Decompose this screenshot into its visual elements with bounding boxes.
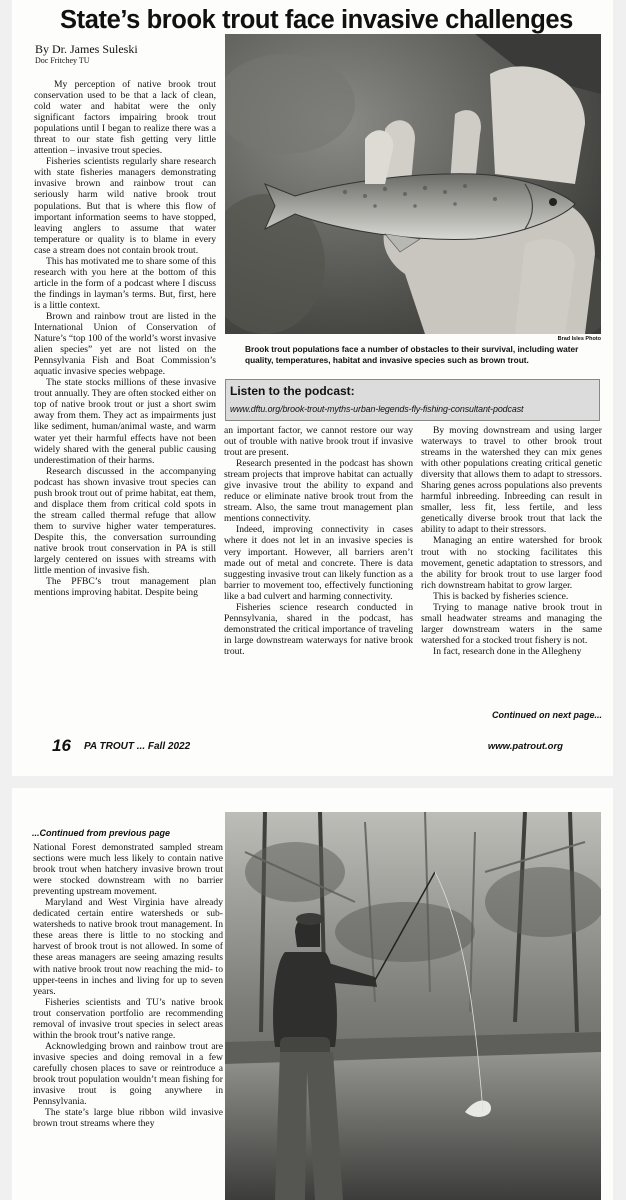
author-chapter: Doc Fritchey TU: [35, 56, 90, 65]
paragraph: Indeed, improving connectivity in cases where it does not let in an invasive species is very important. However, all barriers aren’t made out of metal and concrete. There is data suggesting invasive trout can likely function as a barrier to movement too, effectively functioning like a bad culvert and harming connectivity.: [224, 524, 413, 602]
paragraph: Research presented in the podcast has shown stream projects that improve habitat can actually give invasive trout the ability to expand and reduce or eliminate native brook trout from the stream. Also, the same trout management plan mentions connectivity.: [224, 458, 413, 525]
paragraph: an important factor, we cannot restore our way out of trouble with native brook trout if invasive trout are present.: [224, 425, 413, 459]
article-headline: State’s brook trout face invasive challenges: [60, 6, 573, 34]
angler-fishing-photo: [225, 812, 601, 1200]
paragraph: This has motivated me to share some of this research with you here at the bottom of this article in the form of a podcast where I discuss the findings in layman’s terms. But, first, here is a little context.: [34, 255, 216, 311]
paragraph: This is backed by fisheries science.: [433, 590, 569, 602]
article-column-continued: [33, 842, 223, 1129]
paragraph: In fact, research done in the Allegheny: [433, 645, 582, 657]
paragraph: Fisheries scientists regularly share research with state fisheries managers demonstrating invasive brown and rainbow trout can seriously harm wild native brook trout populations. But that is where this flow of important information seems to have stopped, leaving anglers to assume that water temperature or quality is to blame in every case a stream does not contain brook trout.: [34, 156, 216, 256]
article-column-1: [34, 79, 216, 598]
continued-next-page: Continued on next page...: [492, 710, 602, 720]
podcast-link[interactable]: www.dftu.org/brook-trout-myths-urban-legends-fly-fishing-consultant-podcast: [230, 404, 524, 414]
magazine-page-17: [12, 788, 613, 1200]
paragraph: By moving downstream and using larger waterways to travel to other brook trout streams in the watershed they can mix genes with other populations creating critical genetic diversity that allows them to adapt to stressors. Sharing genes across populations also prevents harmful inbreeding. Inbreeding can result in smaller, less fit, less fertile, and less genetically diverse brook trout that lack the ability to adapt to their stressors.: [421, 425, 602, 536]
brook-trout-photo: [225, 34, 601, 334]
photo-caption: Brook trout populations face a number of obstacles to their survival, including water quality, temperatures, habitat and invasive species such as brown trout.: [245, 344, 579, 365]
paragraph: Fisheries science research conducted in Pennsylvania, shared in the podcast, has demonstrated the critical importance of traveling in large downstream waterways for native brook trout.: [224, 601, 413, 657]
paragraph: Managing an entire watershed for brook trout with no stocking facilitates this movement, genetic adaptation to stressors, and the ability for brook trout to use larger food rich downstream habitat to grow larger.: [421, 535, 602, 591]
issue-label: PA TROUT ... Fall 2022: [84, 741, 191, 752]
paragraph: Brown and rainbow trout are listed in the International Union of Conservation of Nature’s “top 100 of the world’s worst invasive alien species” yet are not listed on the Pennsylvania Fish and Boat Commission’s aquatic invasive species webpage.: [34, 310, 216, 378]
article-column-2: [224, 425, 413, 657]
paragraph: Research discussed in the accompanying podcast has shown invasive trout species can push brook trout out of prime habitat, eat them, and displace them from critical cold spots in the stream called thermal refuge that allow them to survive higher water temperatures. Despite this, the conversation surrounding native brook trout conservation in PA is still largely centered on issues with streams with little mention of invasive fish.: [34, 465, 216, 577]
paragraph: Trying to manage native brook trout in small headwater streams and managing the larger downstream waters in the same watershed for a stocked trout fishery is not.: [421, 601, 602, 646]
paragraph: National Forest demonstrated sampled stream sections were much less likely to contain native brook trout when hatchery invasive brown trout were stocked downstream with no barrier preventing upstream movement.: [33, 842, 223, 898]
paragraph: Maryland and West Virginia have already dedicated certain entire watersheds or sub-watersheds to native brook trout management. In these areas there is little to no stocking and harvest of brook trout is not allowed. In some of these areas managers are seeing amazing results with native brook trout now reaching the mid- to upper-teens in inches and living for up to seven years.: [33, 897, 223, 997]
article-byline: By Dr. James Suleski: [35, 42, 138, 56]
paragraph: The state stocks millions of these invasive trout annually. They are often stocked either on top of native brook trout or just a short swim away from them. They act as impairments just like sediment, human/animal waste, and warm water yet their harmful effects have not been widely shared with the general public causing underestimation of their harms.: [34, 377, 216, 466]
podcast-callout: [225, 379, 600, 421]
photo-credit: Brad Isles Photo: [557, 336, 601, 342]
podcast-title: Listen to the podcast:: [230, 384, 355, 398]
page-number: 16: [52, 736, 71, 755]
continued-from-previous: ...Continued from previous page: [32, 828, 171, 838]
magazine-page-16: [12, 0, 613, 776]
paragraph: The state’s large blue ribbon wild invasive brown trout streams where they: [33, 1107, 223, 1130]
paragraph: Acknowledging brown and rainbow trout are invasive species and doing removal in a few carefully chosen places to save or reintroduce a brook trout population wouldn’t mean fishing for invasive trout is going anywhere in Pennsylvania.: [33, 1040, 223, 1108]
paragraph: My perception of native brook trout conservation used to be that a lack of clean, cold water and habitat were the only significant factors impairing brook trout populations until I began to realize there was a threat to our state fish getting very little attention – invasive trout species.: [34, 79, 216, 157]
paragraph: Fisheries scientists and TU’s native brook trout conservation portfolio are recommending removal of invasive trout species in select areas within the brook trout’s native range.: [33, 996, 223, 1041]
article-column-3: [421, 425, 602, 657]
paragraph: The PFBC’s trout management plan mentions improving habitat. Despite being: [34, 576, 216, 599]
website-footer: www.patrout.org: [487, 741, 563, 752]
